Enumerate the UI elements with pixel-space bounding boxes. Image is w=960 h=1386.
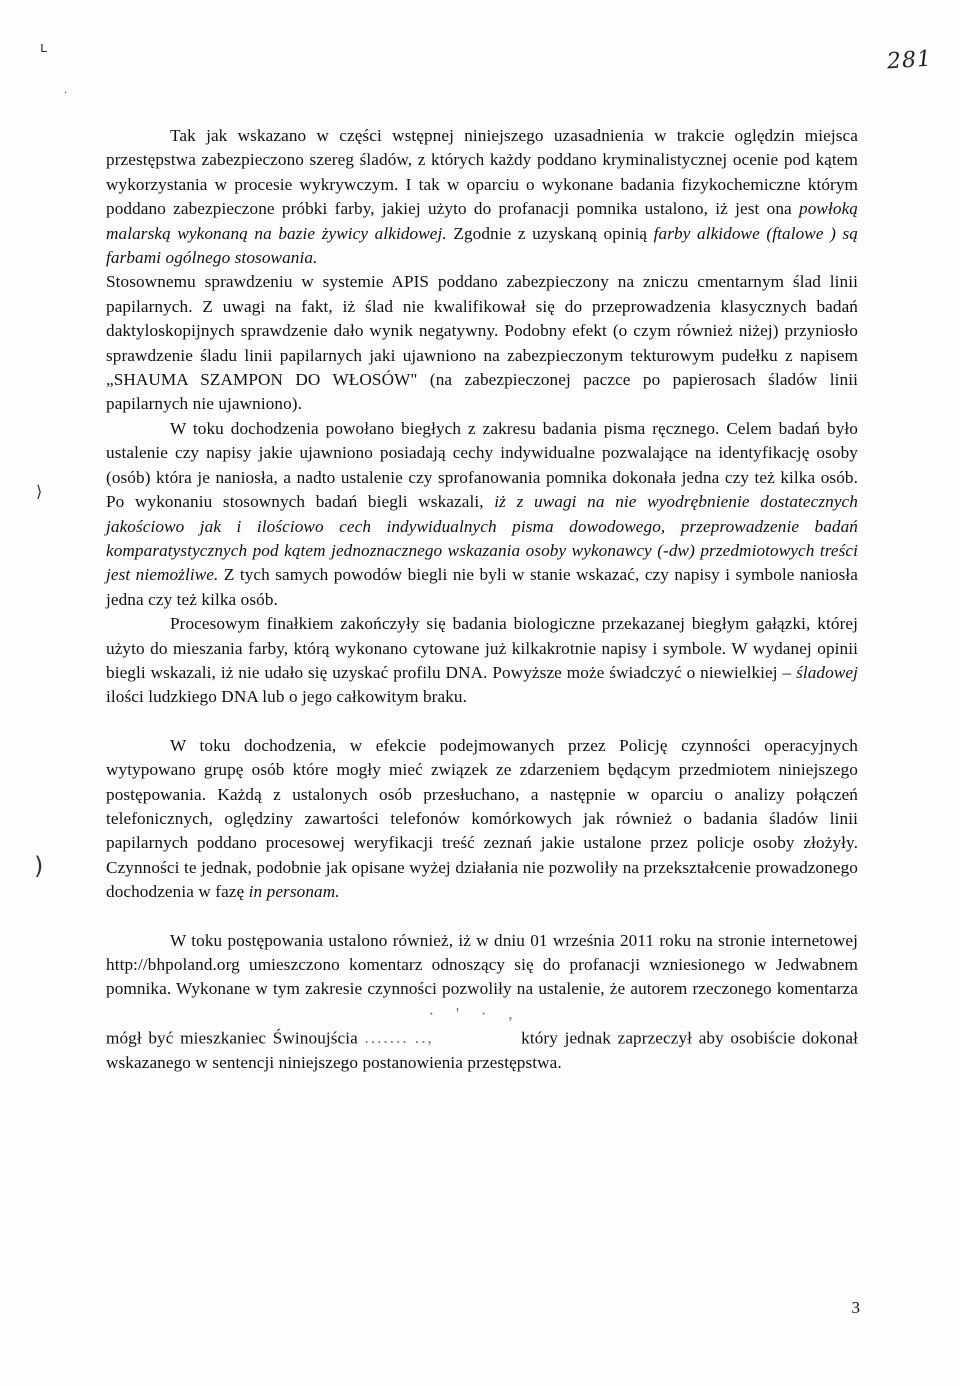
paragraph-text: Zgodnie z uzyskaną opinią: [446, 223, 654, 243]
paragraph-italic-text: śladowej: [796, 662, 858, 682]
paragraph-italic-text: farby alkidowe (ftalowe ) są farbami ogólnego stosowania.: [106, 223, 858, 268]
redacted-name: · ' · , ....... ..,: [364, 1003, 515, 1048]
paragraph-italic-text: powłoką malarską wykonaną na bazie żywicy alkidowej.: [106, 199, 858, 243]
scan-artifact-mark: ʟ: [40, 40, 48, 56]
scan-artifact-bracket: ⟩: [36, 482, 43, 501]
paragraph-text: Stosownemu sprawdzeniu w systemie APIS poddano zabezpieczony na zniczu cmentarnym ślad linii papilarnych. Z uwagi na fakt, iż ślad nie kwalifikował się do przeprowadzenia klasycznych badań daktyloskopijnych sprawdzenie dało wynik negatywny. Podobny efekt (o czym również niżej) przyniosło sprawdzenie śladu linii papilarnych jaki ujawniono na zabezpieczonym tekturowym pudełku z napisem „SHAUMA SZAMPON DO WŁOSÓW" (na zabezpieczonej paczce po papierosach śladów linii papilarnych nie ujawniono).: [106, 272, 858, 414]
page-number: 3: [851, 1298, 860, 1317]
paragraph-evidence-traces: [106, 124, 858, 270]
paragraph-apis-check: [106, 270, 858, 416]
scan-artifact-dot: ·: [64, 88, 68, 99]
paragraph-text: Procesowym finałkiem zakończyły się badania biologiczne przekazanej biegłym gałązki, której użyto do mieszania farby, którą wykonano cytowane już kilkakrotnie napisy i symbole. W wydanej opinii biegli wskazali, iż nie udało się uzyskać profilu DNA. Powyższe może świadczyć o niewielkiej –: [106, 614, 858, 682]
paragraph-italic-text: iż z uwagi na nie wyodrębnienie dostatecznych jakościowo jak i ilościowo cech indywidualnych pisma dowodowego, przeprowadzenie badań komparatystycznych pod kątem jednoznacznego wskazania osoby wykonawcy (-dw) przedmiotowych treści jest niemożliwe.: [106, 492, 858, 585]
paragraph-text: który jednak zaprzeczył aby osobiście dokonał wskazanego w sentencji niniejszego postanowienia przestępstwa.: [106, 1028, 858, 1072]
paragraph-text: ilości ludzkiego DNA lub o jego całkowitym braku.: [106, 687, 468, 707]
paragraph-italic-text: in personam.: [248, 882, 340, 902]
scan-artifact-hole: ): [34, 852, 44, 880]
paragraph-police-operations: [106, 734, 858, 905]
paragraph-handwriting-experts: [106, 417, 858, 612]
paragraph-text: W toku dochodzenia, w efekcie podejmowanych przez Policję czynności operacyjnych wytypowano grupę osób które mogły mieć związek ze zdarzeniem będącym przedmiotem niniejszego postępowania. Każdą z ustalonych osób przesłuchano, a następnie w oparciu o analizy połączeń telefonicznych, oględziny zawartości telefonów komórkowych jak również o badania śladów linii papilarnych poddano procesowej weryfikacji treść zeznań jakie ustalone przez policje osoby złożyły. Czynności te jednak, podobnie jak opisane wyżej działania nie pozwoliły na przekształcenie prowadzonego dochodzenia w fazę: [106, 735, 858, 902]
handwritten-folio-number: 281: [886, 46, 933, 75]
paragraph-text: W toku postępowania ustalono również, iż w dniu 01 września 2011 roku na stronie internetowej http://bhpoland.org umieszczono komentarz odnoszący się do profanacji wzniesionego w Jedwabnem pomnika. Wykonane w tym zakresie czynności pozwoliły na ustalenie, że autorem rzeczonego komentarza mógł być mieszkaniec Świnoujścia: [106, 930, 858, 1048]
paragraph-text: Z tych samych powodów biegli nie byli w stanie wskazać, czy napisy i symbole naniosła jedna czy też kilka osób.: [106, 565, 858, 609]
paragraph-text: W toku dochodzenia powołano biegłych z zakresu badania pisma ręcznego. Celem badań było ustalenie czy napisy jakie ujawniono posiadają cechy indywidualne pozwalające na identyfikację osoby (osób) która je naniosła, a nadto ustalenie czy sprofanowania pomnika dokonała jedna czy też kilka osób. Po wykonaniu stosownych badań biegli wskazali,: [106, 418, 858, 512]
paragraph-biological-tests: [106, 612, 858, 710]
paragraph-internet-comment: [106, 929, 858, 1075]
document-body: [106, 124, 858, 1075]
paragraph-text: Tak jak wskazano w części wstępnej niniejszego uzasadnienia w trakcie oględzin miejsca przestępstwa zabezpieczono szereg śladów, z których każdy poddano kryminalistycznej ocenie pod kątem wykorzystania w procesie wykrywczym. I tak w oparciu o wykonane badania fizykochemiczne którym poddano zabezpieczone próbki farby, jakiej użyto do profanacji pomnika ustalono, iż jest ona: [106, 126, 858, 219]
